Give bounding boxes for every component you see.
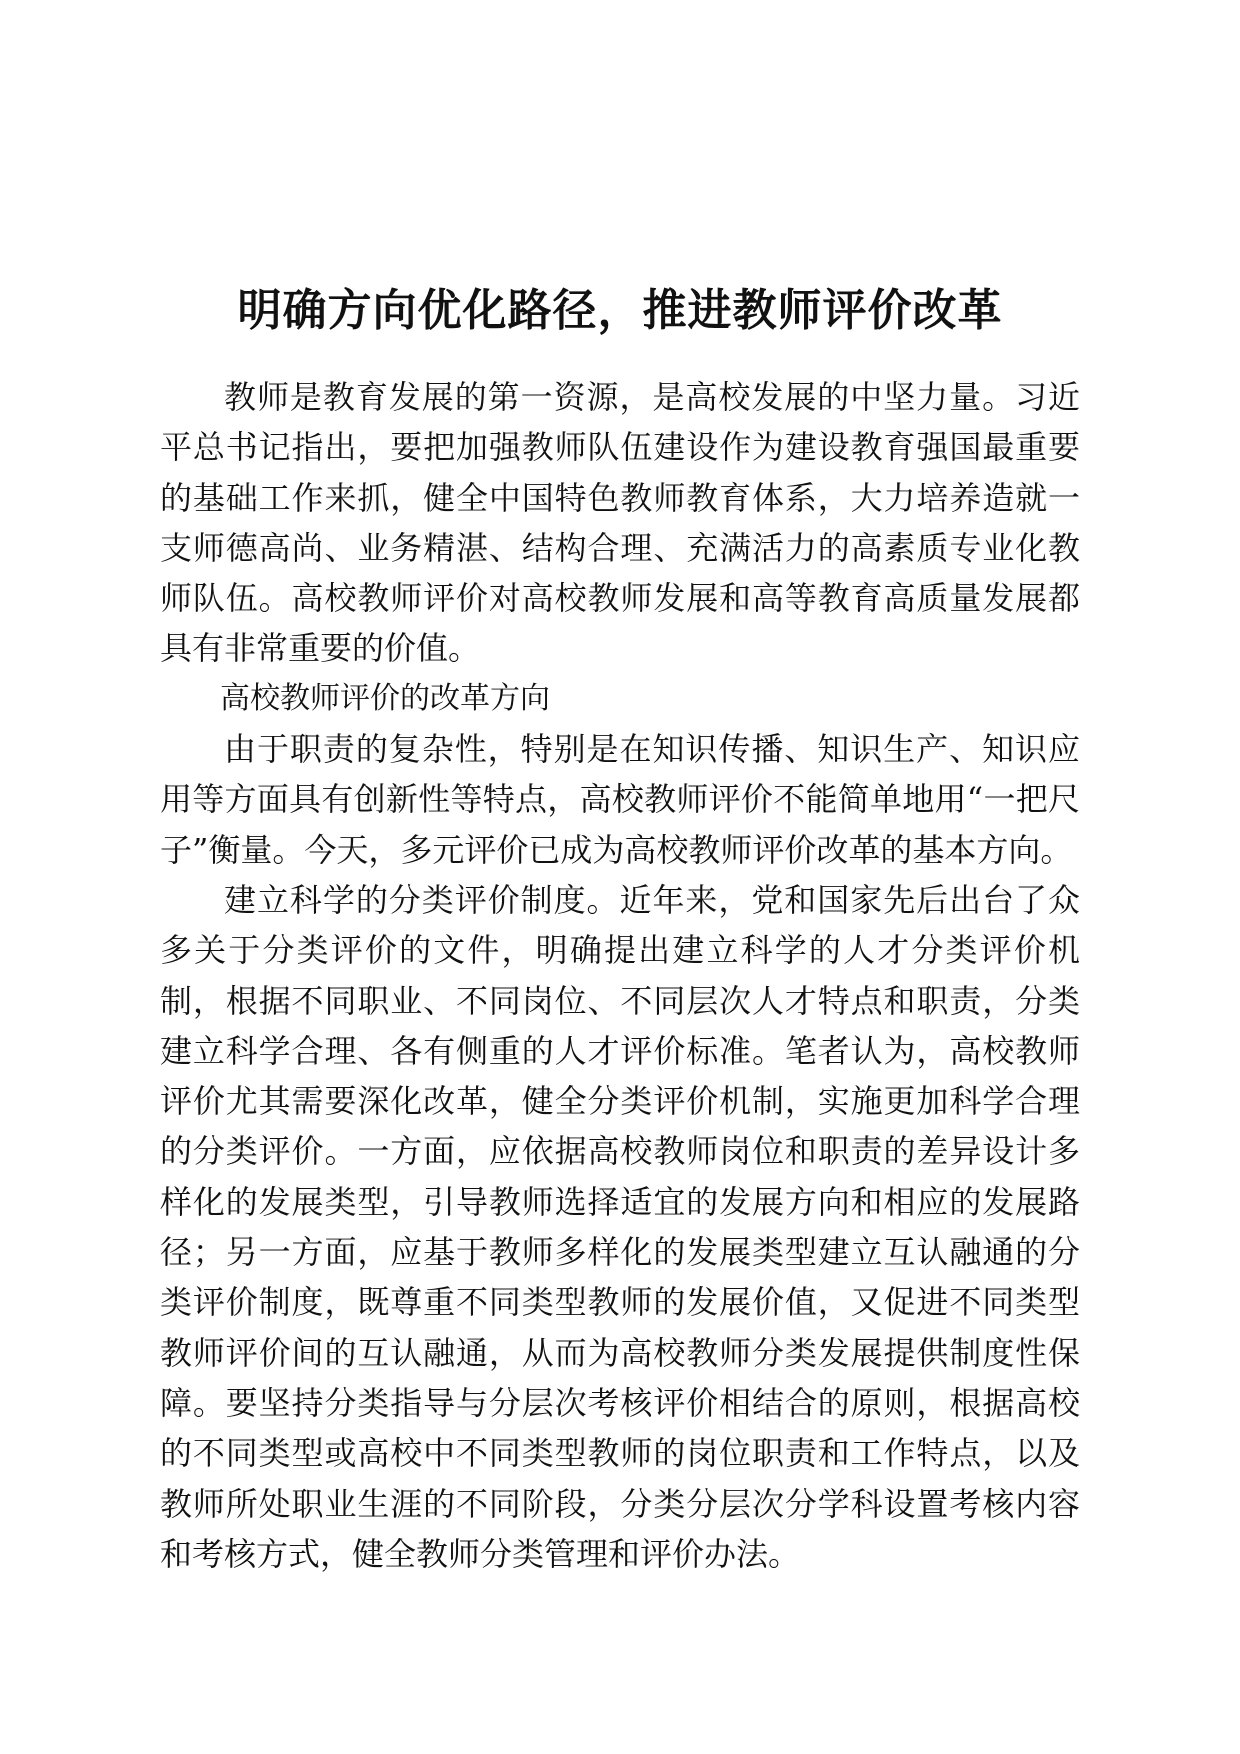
document-body — [160, 372, 1080, 1579]
section-paragraph-2: 建立科学的分类评价制度。近年来，党和国家先后出台了众多关于分类评价的文件，明确提出建立科学的人才分类评价机制，根据不同职业、不同岗位、不同层次人才特点和职责，分类建立科学合理、各有侧重的人才评价标准。笔者认为，高校教师评价尤其需要深化改革，健全分类评价机制，实施更加科学合理的分类评价。一方面，应依据高校教师岗位和职责的差异设计多样化的发展类型，引导教师选择适宜的发展方向和相应的发展路径；另一方面，应基于教师多样化的发展类型建立互认融通的分类评价制度，既尊重不同类型教师的发展价值，又促进不同类型教师评价间的互认融通，从而为高校教师分类发展提供制度性保障。要坚持分类指导与分层次考核评价相结合的原则，根据高校的不同类型或高校中不同类型教师的岗位职责和工作特点，以及教师所处职业生涯的不同阶段，分类分层次分学科设置考核内容和考核方式，健全教师分类管理和评价办法。 — [160, 880, 1080, 1573]
section-heading: 高校教师评价的改革方向 — [220, 680, 550, 716]
document-title: 明确方向优化路径，推进教师评价改革 — [237, 285, 1003, 337]
section-paragraph-1: 由于职责的复杂性，特别是在知识传播、知识生产、知识应用等方面具有创新性等特点，高校教师评价不能简单地用“一把尺子”衡量。今天，多元评价已成为高校教师评价改革的基本方向。 — [160, 730, 1080, 869]
intro-paragraph: 教师是教育发展的第一资源，是高校发展的中坚力量。习近平总书记指出，要把加强教师队伍建设作为建设教育强国最重要的基础工作来抓，健全中国特色教师教育体系，大力培养造就一支师德高尚、业务精湛、结构合理、充满活力的高素质专业化教师队伍。高校教师评价对高校教师发展和高等教育高质量发展都具有非常重要的价值。 — [160, 378, 1080, 668]
